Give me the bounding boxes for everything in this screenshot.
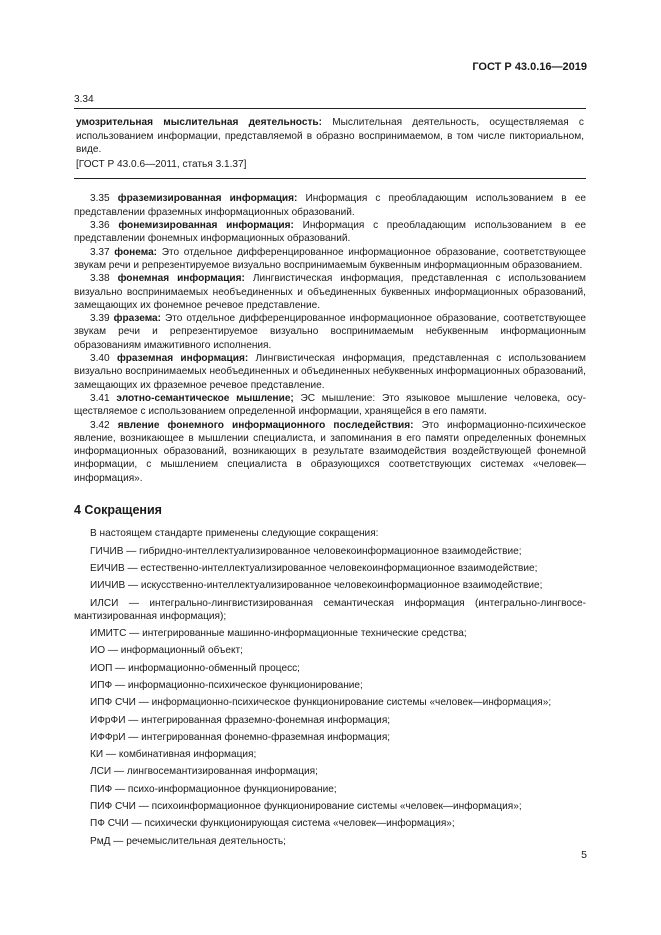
term-name: явление фонемного информационного последействия: bbox=[117, 419, 414, 431]
term-entry bbox=[74, 272, 586, 312]
abbreviations-list bbox=[74, 545, 586, 848]
abbreviation-item: ПИФ — психо-информационное функционирование; bbox=[90, 783, 337, 795]
abbreviation-item: ИЛСИ — интегрально-лингвистизированная семантическая информация (интегрально-лингвосемантизированная информация); bbox=[74, 597, 586, 622]
standard-designation: ГОСТ Р 43.0.16—2019 bbox=[472, 61, 587, 73]
term-entry bbox=[74, 219, 586, 246]
abbreviation-item: ИОП — информационно-обменный процесс; bbox=[90, 662, 300, 674]
term-3-34-number: 3.34 bbox=[74, 94, 94, 105]
term-definition: ЭС мышление: Это языковое мышление человека, осуществляемое с использованием определенной информации, хранящейся в его памяти. bbox=[74, 392, 586, 418]
term-entry bbox=[74, 352, 586, 392]
term-name: фонема: bbox=[114, 246, 158, 258]
term-entry bbox=[74, 419, 586, 485]
term-definition: Лингвистическая информация, представленная с использованием визуально воспринимаемых необъединенных и объединенных буквенных информационных образований, замещающих их фонемное речевое представление. bbox=[74, 273, 586, 311]
term-3-34-reference: [ГОСТ Р 43.0.6—2011, статья 3.1.37] bbox=[76, 159, 247, 171]
abbreviation-item: КИ — комбинативная информация; bbox=[90, 749, 257, 761]
term-name: фраземизированная информация: bbox=[117, 193, 298, 205]
term-definition: Лингвистическая информация, представленная с использованием визуально воспринимаемых необъединенных и объединенных небуквенных информационных образований, замещающих их фраземное речевое представление. bbox=[74, 353, 586, 391]
term-number: 3.35 bbox=[90, 193, 118, 205]
section-heading: 4 Сокращения bbox=[74, 503, 162, 518]
term-definition: Это отдельное дифференцированное информационное образование, соответствующее звукам речи и репрезентируемое визуально воспринимаемым небуквенным информационным образованиям имажитивного исполнения. bbox=[74, 313, 586, 351]
abbreviation-item: ЛСИ — лингвосемантизированная информация; bbox=[90, 766, 318, 778]
term-number: 3.41 bbox=[90, 392, 117, 404]
term-entry bbox=[74, 392, 586, 419]
term-entry bbox=[74, 312, 586, 352]
abbreviation-item: ЕИЧИВ — естественно-интеллектуализированное человекоинформационное взаимодействие; bbox=[90, 562, 538, 574]
term-entry bbox=[74, 246, 586, 273]
term-number: 3.39 bbox=[90, 313, 114, 325]
term-name: фонемизированная информация: bbox=[118, 220, 294, 232]
abbreviation-item: ИИЧИВ — искусственно-интеллектуализированное человекоинформационное взаимодействие; bbox=[90, 580, 543, 592]
term-name: фонемная информация: bbox=[117, 273, 245, 285]
term-3-34-definition: Мыслительная деятельность, осуществляемая с использованием информации, представляемой в образно воспринимаемом, в том числе пикториальном, виде. bbox=[76, 117, 584, 155]
abbreviation-item: ИФФрИ — интегрированная фонемно-фраземная информация; bbox=[90, 731, 391, 743]
term-name: фразема: bbox=[113, 313, 162, 325]
term-number: 3.38 bbox=[90, 273, 118, 285]
abbreviation-item: ГИЧИВ — гибридно-интеллектуализированное человекоинформационное взаимодействие; bbox=[90, 545, 522, 557]
term-definition: Это информационно-психическое явление, возникающее в мышлении специалиста, и запоминания в его памяти определенных фонемных информационных образований, возникающих в результате взаимодействия воздействующей фонемной информации, с мышлением специалиста в образующихся соответствующих системах «человек—информация». bbox=[74, 419, 586, 484]
page-content bbox=[74, 93, 586, 852]
abbreviation-item: ИМИТС — интегрированные машинно-информационные технические средства; bbox=[90, 628, 467, 640]
abbreviation-item: ИПФ СЧИ — информационно-психическое функционирование системы «человек—информация»; bbox=[90, 697, 552, 709]
abbreviation-item: РмД — речемыслительная деятельность; bbox=[90, 835, 286, 847]
abbreviation-item: ИО — информационный объект; bbox=[90, 645, 243, 657]
term-entry bbox=[74, 192, 586, 219]
terms-list bbox=[74, 192, 586, 485]
term-definition: Информация с преобладающим использованием в ее представлении фонемных информационных образований. bbox=[74, 220, 586, 245]
term-number: 3.37 bbox=[90, 246, 115, 258]
term-number: 3.36 bbox=[90, 220, 119, 232]
abbreviation-item: ПФ СЧИ — психически функционирующая система «человек—информация»; bbox=[90, 818, 455, 830]
term-name: фраземная информация: bbox=[116, 353, 249, 365]
page-number: 5 bbox=[581, 849, 587, 861]
term-name: элотно-семантическое мышление; bbox=[116, 392, 294, 404]
quoted-term-box bbox=[74, 108, 586, 179]
section-intro: В настоящем стандарте применены следующие сокращения: bbox=[90, 528, 379, 540]
abbreviation-item: ИФрФИ — интегрированная фраземно-фонемная информация; bbox=[90, 714, 391, 726]
term-number: 3.40 bbox=[90, 353, 117, 365]
term-3-34-term: умозрительная мыслительная деятельность: bbox=[76, 117, 322, 129]
term-number: 3.42 bbox=[90, 419, 118, 431]
abbreviation-item: ПИФ СЧИ — психоинформационное функционирование системы «человек—информация»; bbox=[90, 801, 522, 813]
term-definition: Информация с преобладающим использованием в ее представлении фраземных информационных образований. bbox=[74, 193, 586, 218]
term-definition: Это отдельное дифференцированное информационное образование, соответствующее звукам речи и репрезентируемое визуально воспринимаемым буквенным информационным образованием. bbox=[74, 246, 587, 271]
abbreviation-item: ИПФ — информационно-психическое функционирование; bbox=[90, 679, 363, 691]
quoted-term-text bbox=[76, 116, 584, 156]
